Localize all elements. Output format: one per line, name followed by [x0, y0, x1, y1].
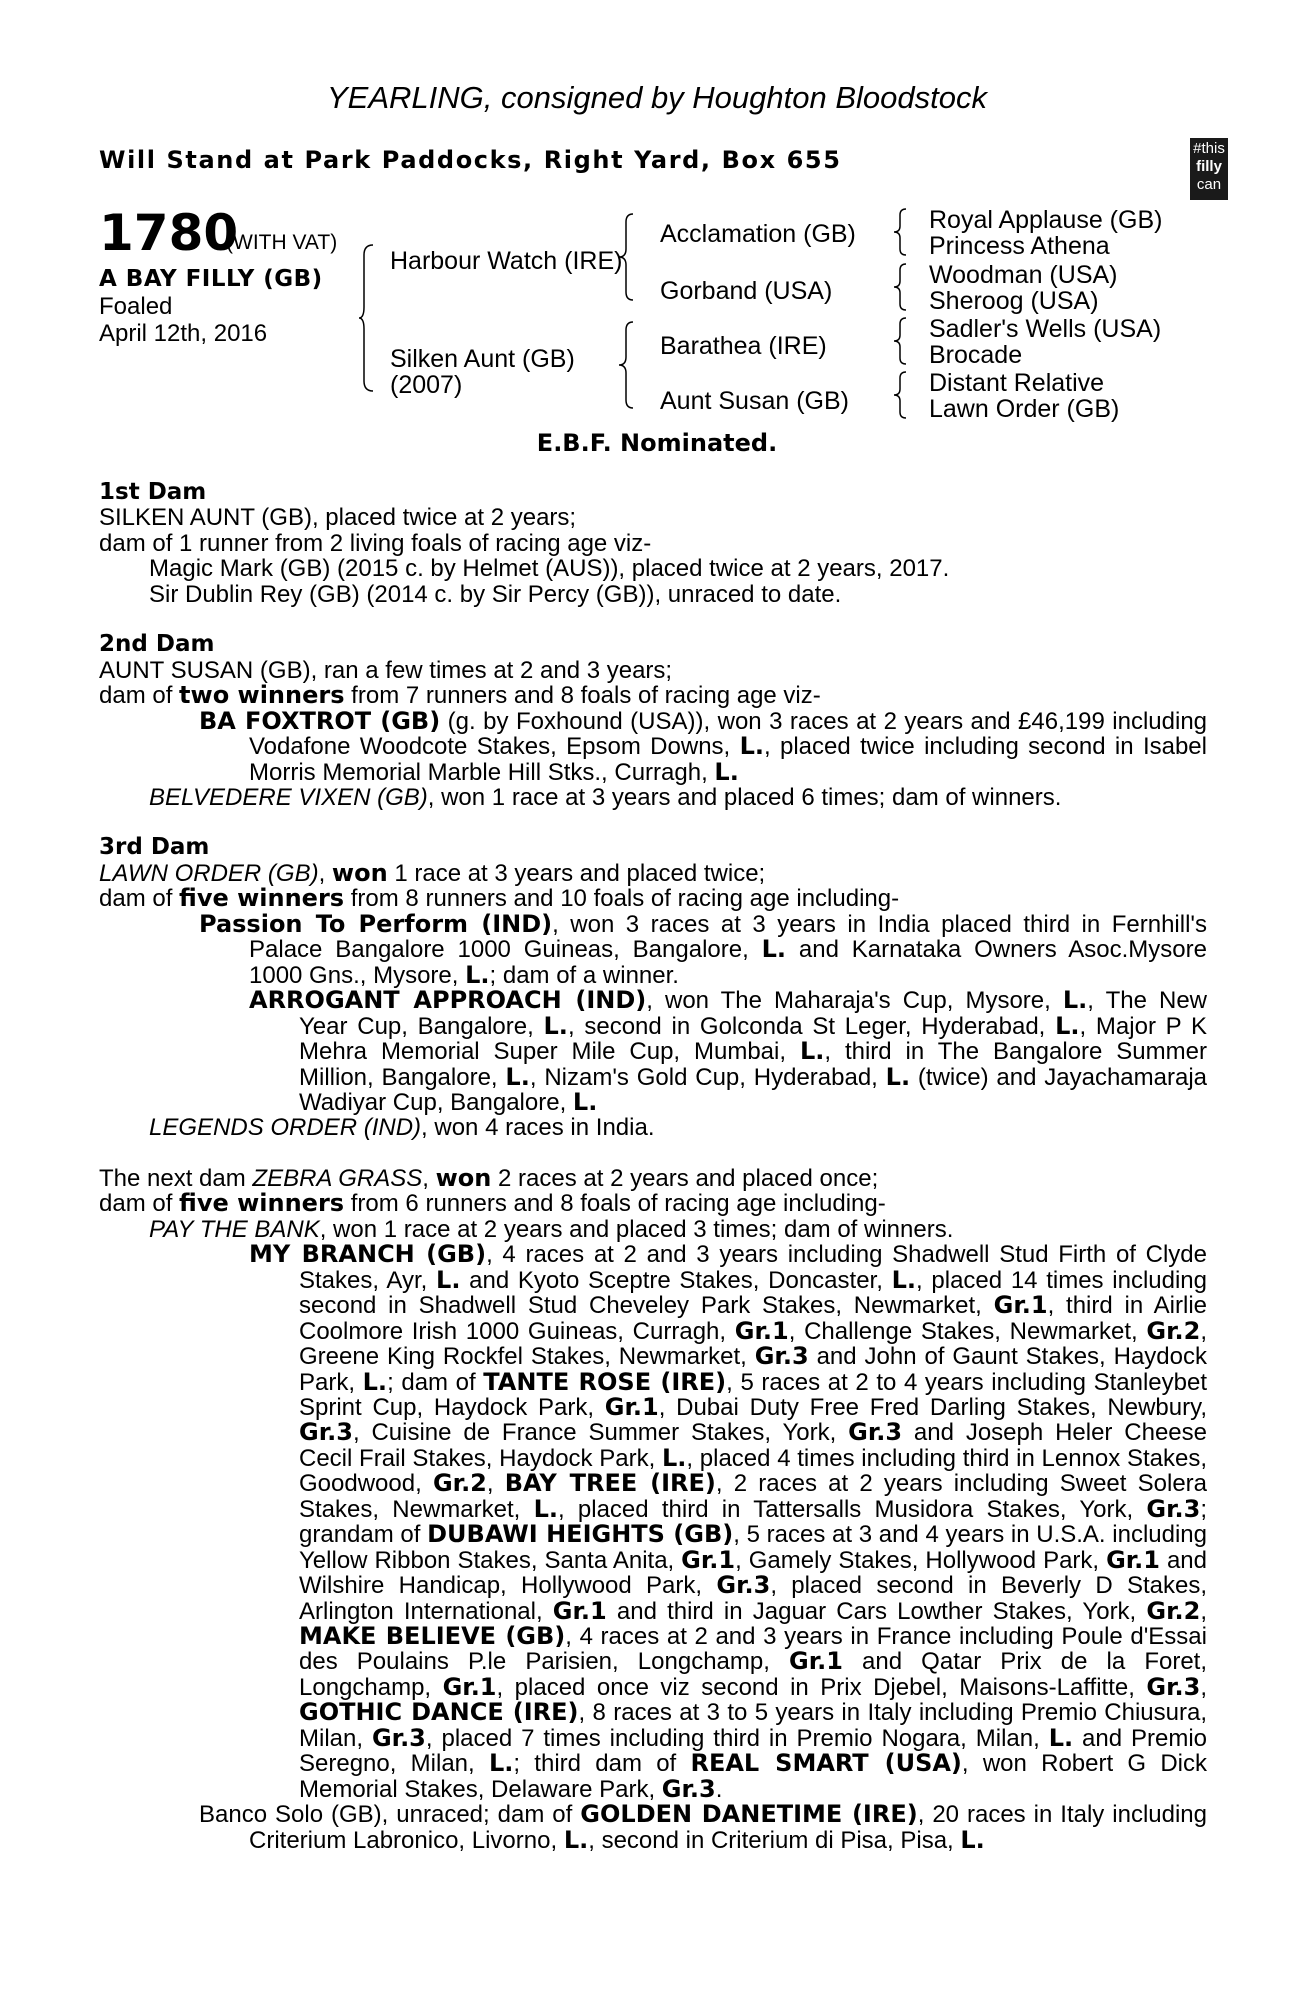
produce-entry: MY BRANCH (GB), 4 races at 2 and 3 years including Shadwell Stud Firth of Clyde Stakes, Ayr, L. and Kyoto Sceptre Stakes, Doncaster, L., placed 14 times including second in Shadwell Stud Cheveley Park Stakes, Newmarket, Gr.1, third in Airlie Coolmore Irish 1000 Guineas, Curragh, Gr.1, Challenge Stakes, Newmarket, Gr.2, Greene King Rockfel Stakes, Newmarket, Gr.3 and John of Gaunt Stakes, Haydock Park, L.; dam of TANTE ROSE (IRE), 5 races at 2 to 4 years including Stanleybet Sprint Cup, Haydock Park, Gr.1, Dubai Duty Free Fred Darling Stakes, Newbury, Gr.3, Cuisine de France Summer Stakes, York, Gr.3 and Joseph Heler Cheese Cecil Frail Stakes, Haydock Park, L., placed 4 times including third in Lennox Stakes, Goodwood, Gr.2, BAY TREE (IRE), 2 races at 2 years including Sweet Solera Stakes, Newmarket, L., placed third in Tattersalls Musidora Stakes, York, Gr.3; grandam of DUBAWI HEIGHTS (GB), 5 races at 3 and 4 years in U.S.A. including Yellow Ribbon Stakes, Santa Anita, Gr.1, Gamely Stakes, Hollywood Park, Gr.1 and Wilshire Handicap, Hollywood Park, Gr.3, placed second in Beverly D Stakes, Arlington International, Gr.1 and third in Jaguar Cars Lowther Stakes, York, Gr.2, MAKE BELIEVE (GB), 4 races at 2 and 3 years in France including Poule d'Essai des Poulains P.le Parisien, Longchamp, Gr.1 and Qatar Prix de la Foret, Longchamp, Gr.1, placed once viz second in Prix Djebel, Maisons-Laffitte, Gr.3, GOTHIC DANCE (IRE), 8 races at 3 to 5 years in Italy including Premio Chiusura, Milan, Gr.3, placed 7 times including third in Premio Nogara, Milan, L. and Premio Seregno, Milan, L.; third dam of REAL SMART (USA), won Robert G Dick Memorial Stakes, Delaware Park, Gr.3. [249, 1240, 1208, 1803]
second-dam-heading: 2nd Dam [99, 631, 215, 658]
produce-entry: PAY THE BANK, won 1 race at 2 years and placed 3 times; dam of winners. [149, 1215, 954, 1243]
ebf-nominated: E.B.F. Nominated. [536, 429, 778, 457]
next-dam-line: dam of five winners from 6 runners and 8 foals of racing age including- [99, 1189, 886, 1218]
grandsire-line-4: Distant Relative Lawn Order (GB) [929, 369, 1120, 423]
pedigree-brace-dam [618, 320, 638, 410]
sire-sire-name: Acclamation (GB) [660, 220, 856, 248]
third-dam-line: LAWN ORDER (GB), won 1 race at 3 years and placed twice; [99, 858, 766, 887]
pedigree-brace-main [358, 243, 378, 393]
grandsire-line-2: Woodman (USA) Sheroog (USA) [929, 261, 1118, 315]
pedigree-brace-g4 [892, 370, 910, 420]
produce-entry: ARROGANT APPROACH (IND), won The Maharaja's Cup, Mysore, L., The New Year Cup, Bangalore, L., second in Golconda St Leger, Hyderabad, L., Major P K Mehra Memorial Super Mile Cup, Mumbai, L., third in The Bangalore Summer Million, Bangalore, L., Nizam's Gold Cup, Hyderabad, L. (twice) and Jayachamaraja Wadiyar Cup, Bangalore, L. [249, 986, 1208, 1116]
next-dam-line: The next dam ZEBRA GRASS, won 2 races at 2 years and placed once; [99, 1163, 879, 1192]
grandsire-line-1: Royal Applause (GB) Princess Athena [929, 206, 1163, 260]
produce-entry: BA FOXTROT (GB) (g. by Foxhound (USA)), won 3 races at 2 years and £46,199 including Vodafone Woodcote Stakes, Epsom Downs, L., placed twice including second in Isabel Morris Memorial Marble Hill Stks., Curragh, L. [199, 706, 1208, 786]
first-dam-line: dam of 1 runner from 2 living foals of racing age viz- [99, 529, 652, 557]
dam-name: Silken Aunt (GB) (2007) [390, 345, 575, 399]
second-dam-line: dam of two winners from 7 runners and 8 foals of racing age viz- [99, 681, 821, 710]
first-dam-heading: 1st Dam [99, 479, 207, 505]
stable-location: Will Stand at Park Paddocks, Right Yard, Box 655 [99, 146, 842, 174]
pedigree-brace-g2 [892, 262, 910, 312]
consignor-line: YEARLING, consigned by Houghton Bloodstock [327, 80, 987, 115]
produce-entry: Sir Dublin Rey (GB) (2014 c. by Sir Percy (GB)), unraced to date. [149, 580, 842, 608]
third-dam-line: dam of five winners from 8 runners and 10 foals of racing age including- [99, 884, 900, 913]
sire-dam-name: Gorband (USA) [660, 277, 833, 305]
horse-name: A BAY FILLY (GB) [99, 266, 323, 292]
third-dam-heading: 3rd Dam [99, 834, 210, 861]
this-filly-can-logo: #this filly can [1190, 138, 1228, 200]
dam-sire-name: Barathea (IRE) [660, 332, 827, 360]
grandsire-line-3: Sadler's Wells (USA) Brocade [929, 315, 1162, 369]
produce-entry: LEGENDS ORDER (IND), won 4 races in India. [149, 1114, 655, 1142]
foaled-info: Foaled April 12th, 2016 [99, 293, 268, 347]
pedigree-brace-g3 [892, 316, 910, 366]
sire-name: Harbour Watch (IRE) [390, 247, 623, 275]
pedigree-brace-g1 [892, 207, 910, 257]
produce-entry: Passion To Perform (IND), won 3 races at 3 years in India placed third in Fernhill's Palace Bangalore 1000 Guineas, Bangalore, L. and Karnataka Owners Asoc.Mysore 1000 Gns., Mysore, L.; dam of a winner. [199, 909, 1207, 989]
lot-number: 1780 [99, 204, 239, 262]
second-dam-line: AUNT SUSAN (GB), ran a few times at 2 and 3 years; [99, 656, 673, 684]
dam-dam-name: Aunt Susan (GB) [660, 387, 849, 415]
vat-label: (WITH VAT) [226, 231, 338, 254]
produce-entry: Banco Solo (GB), unraced; dam of GOLDEN DANETIME (IRE), 20 races in Italy including Criterium Labronico, Livorno, L., second in Criterium di Pisa, Pisa, L. [199, 1800, 1207, 1854]
catalogue-body [99, 480, 1207, 1853]
first-dam-line: SILKEN AUNT (GB), placed twice at 2 years; [99, 504, 577, 532]
produce-entry: BELVEDERE VIXEN (GB), won 1 race at 3 years and placed 6 times; dam of winners. [149, 783, 1062, 811]
produce-entry: Magic Mark (GB) (2015 c. by Helmet (AUS)), placed twice at 2 years, 2017. [149, 555, 950, 583]
